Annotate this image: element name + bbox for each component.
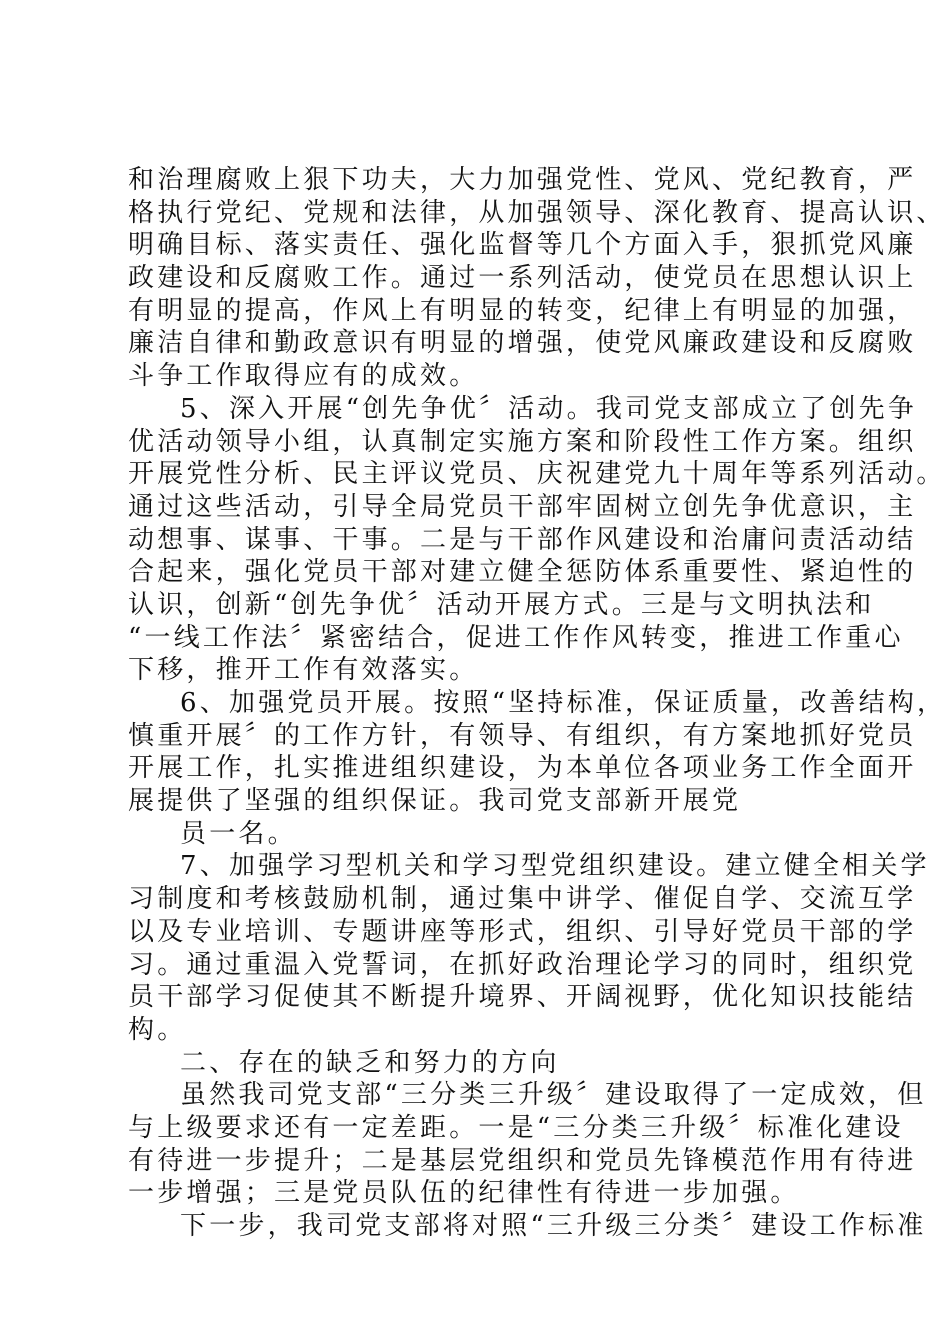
text-line: 员干部学习促使其不断提升境界、开阔视野，优化知识技能结 — [128, 982, 917, 1013]
text-line: 动想事、谋事、干事。二是与干部作风建设和治庸问责活动结 — [128, 524, 917, 555]
text-line: 7、加强学习型机关和学习型党组织建设。建立健全相关学 — [180, 851, 930, 882]
text-line: 展提供了坚强的组织保证。我司党支部新开展党 — [128, 786, 742, 817]
text-line: 开展工作，扎实推进组织建设，为本单位各项业务工作全面开 — [128, 753, 917, 784]
text-line: 慎重开展〞的工作方针，有领导、有组织，有方案地抓好党员 — [128, 720, 917, 751]
text-line: 习。通过重温入党誓词，在抓好政治理论学习的同时，组织党 — [128, 949, 917, 980]
text-line: 一步增强；三是党员队伍的纪律性有待进一步加强。 — [128, 1178, 800, 1209]
text-line: 开展党性分析、民主评议党员、庆祝建党九十周年等系列活动。 — [128, 459, 946, 490]
text-line: 与上级要求还有一定差距。一是“三分类三升级〞标准化建设 — [128, 1112, 904, 1143]
text-line: 6、加强党员开展。按照“坚持标准，保证质量，改善结构， — [180, 688, 947, 718]
text-line: 明确目标、落实责任、强化监督等几个方面入手，狠抓党风廉 — [128, 230, 917, 261]
text-line: 下一步，我司党支部将对照“三升级三分类〞建设工作标准 — [180, 1211, 927, 1241]
text-line: 和治理腐败上狠下功夫，大力加强党性、党风、党纪教育，严 — [128, 165, 917, 195]
text-line: 斗争工作取得应有的成效。 — [128, 361, 479, 392]
text-line: 二、存在的缺乏和努力的方向 — [180, 1047, 560, 1078]
text-line: 虽然我司党支部“三分类三升级〞建设取得了一定成效，但 — [180, 1080, 927, 1111]
text-line: 格执行党纪、党规和法律，从加强领导、深化教育、提高认识、 — [128, 197, 946, 228]
text-line: 通过这些活动，引导全局党员干部牢固树立创先争优意识，主 — [128, 491, 917, 522]
text-line: 习制度和考核鼓励机制，通过集中讲学、催促自学、交流互学 — [128, 884, 917, 915]
text-line: 下移，推开工作有效落实。 — [128, 655, 479, 686]
text-line: 合起来，强化党员干部对建立健全惩防体系重要性、紧迫性的 — [128, 557, 917, 588]
text-line: 认识，创新“创先争优〞活动开展方式。三是与文明执法和 — [128, 589, 875, 620]
text-line: 构。 — [128, 1014, 187, 1045]
text-line: 优活动领导小组，认真制定实施方案和阶段性工作方案。组织 — [128, 426, 917, 457]
text-line: “一线工作法〞紧密结合，促进工作作风转变，推进工作重心 — [128, 622, 904, 653]
text-line: 有明显的提高，作风上有明显的转变，纪律上有明显的加强， — [128, 295, 917, 326]
text-line: 廉洁自律和勤政意识有明显的增强，使党风廉政建设和反腐败 — [128, 328, 917, 359]
document-body — [128, 164, 947, 1243]
text-line: 以及专业培训、专题讲座等形式，组织、引导好党员干部的学 — [128, 916, 917, 947]
text-line: 员一名。 — [180, 818, 297, 849]
text-line: 有待进一步提升；二是基层党组织和党员先锋模范作用有待进 — [128, 1145, 917, 1176]
text-line: 政建设和反腐败工作。通过一系列活动，使党员在思想认识上 — [128, 263, 917, 294]
text-line: 5、深入开展“创先争优〞活动。我司党支部成立了创先争 — [180, 393, 918, 424]
